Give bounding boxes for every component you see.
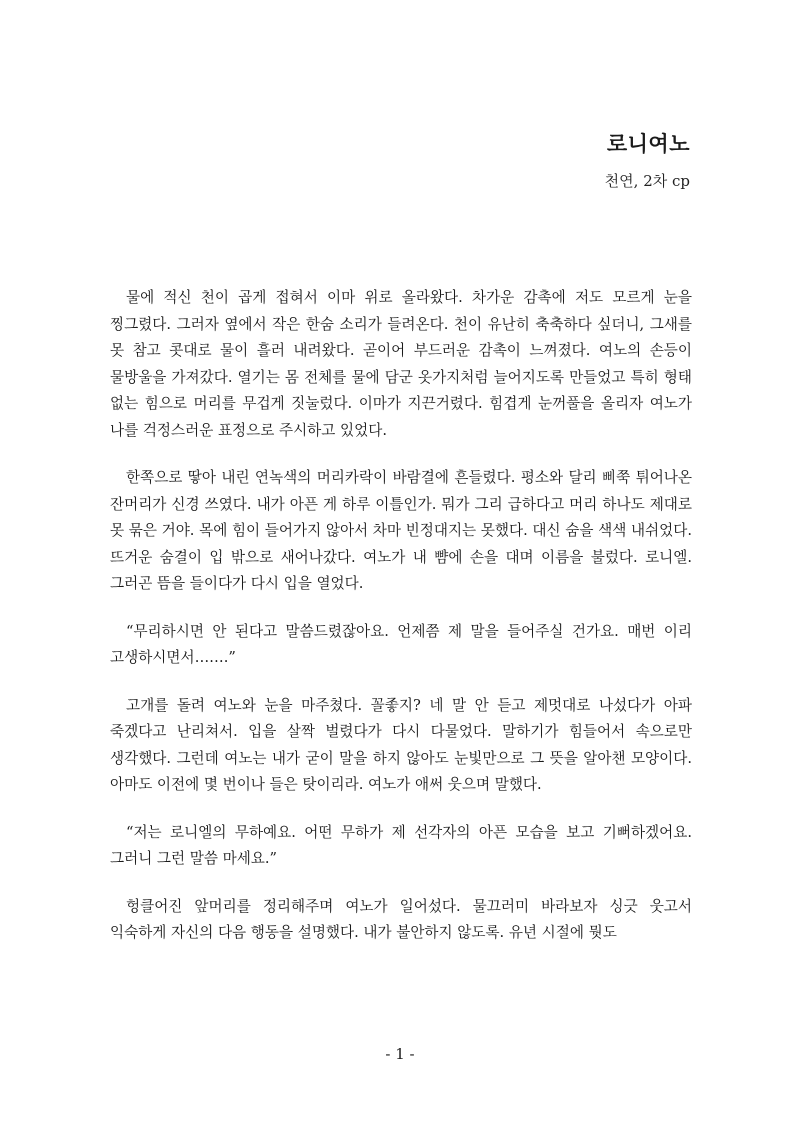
document-subtitle: 천연, 2차 cp xyxy=(604,172,690,190)
document-body xyxy=(110,285,692,968)
paragraph: “저는 로니엘의 무하예요. 어떤 무하가 제 선각자의 아픈 모습을 보고 기뻐하겠어요. 그러니 그런 말씀 마세요.” xyxy=(110,823,692,867)
document-title: 로니여노 xyxy=(606,132,690,156)
document-header xyxy=(605,128,690,191)
paragraph: “무리하시면 안 된다고 말씀드렸잖아요. 언제쯤 제 말을 들어주실 건가요. 매번 이리 고생하시면서…….” xyxy=(110,622,692,666)
paragraph: 한쪽으로 땋아 내린 연녹색의 머리카락이 바람결에 흔들렸다. 평소와 달리 삐쭉 튀어나온 잔머리가 신경 쓰였다. 내가 아픈 게 하루 이틀인가. 뭐가 그리 급하다고 머리 하나도 제대로 못 묶은 거야. 목에 힘이 들어가지 않아서 차마 빈정대지는 못했다. 대신 숨을 색색 내쉬었다. 뜨거운 숨결이 입 밖으로 새어나갔다. 여노가 내 뺨에 손을 대며 이름을 불렀다. 로니엘. 그러곤 뜸을 들이다가 다시 입을 열었다. xyxy=(110,469,692,592)
paragraph: 고개를 돌려 여노와 눈을 마주쳤다. 꼴좋지? 네 말 안 듣고 제멋대로 나섰다가 아파 죽겠다고 난리쳐서. 입을 살짝 벌렸다가 다시 다물었다. 말하기가 힘들어서 속으로만 생각했다. 그런데 여노는 내가 굳이 말을 하지 않아도 눈빛만으로 그 뜻을 알아챈 모양이다. 아마도 이전에 몇 번이나 들은 탓이리라. 여노가 애써 웃으며 말했다. xyxy=(110,696,692,793)
paragraph: 물에 적신 천이 곱게 접혀서 이마 위로 올라왔다. 차가운 감촉에 저도 모르게 눈을 찡그렸다. 그러자 옆에서 작은 한숨 소리가 들려온다. 천이 유난히 축축하다 싶더니, 그새를 못 참고 콧대로 물이 흘러 내려왔다. 곧이어 부드러운 감촉이 느껴졌다. 여노의 손등이 물방울을 가져갔다. 열기는 몸 전체를 물에 담군 옷가지처럼 늘어지도록 만들었고 특히 형태 없는 힘으로 머리를 무겁게 짓눌렀다. 이마가 지끈거렸다. 힘겹게 눈꺼풀을 올리자 여노가 나를 걱정스러운 표정으로 주시하고 있었다. xyxy=(110,289,692,439)
page-number: - 1 - xyxy=(385,1045,415,1063)
paragraph: 헝클어진 앞머리를 정리해주며 여노가 일어섰다. 물끄러미 바라보자 싱긋 웃고서 익숙하게 자신의 다음 행동을 설명했다. 내가 불안하지 않도록. 유년 시절에 뭣도 xyxy=(110,897,692,941)
